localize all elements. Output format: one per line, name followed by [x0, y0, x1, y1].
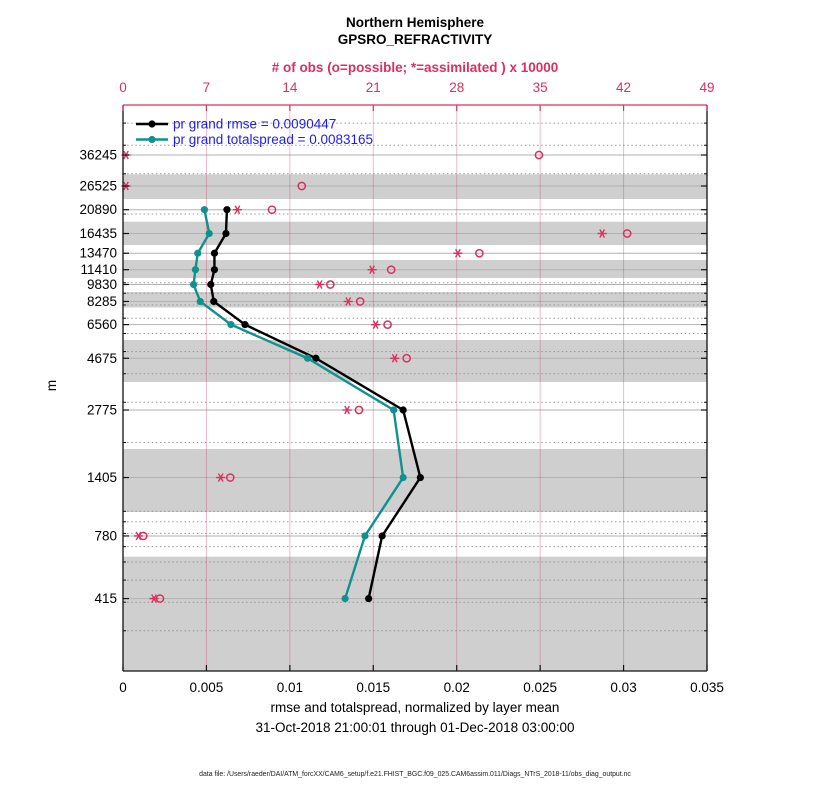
x-tick-label: 0.015 — [356, 680, 391, 695]
totalspread-point — [341, 595, 348, 602]
totalspread-point — [227, 321, 234, 328]
rmse-point — [210, 298, 217, 305]
top-tick-label: 7 — [202, 80, 211, 95]
top-tick-label: 21 — [365, 80, 381, 95]
y-tick-label: 8285 — [86, 293, 117, 309]
rmse-point — [207, 281, 214, 288]
rmse-point — [400, 406, 407, 413]
y-tick-label: 13470 — [79, 245, 117, 261]
shaded-layer-band — [123, 174, 707, 199]
rmse-point — [241, 321, 248, 328]
totalspread-point — [190, 281, 197, 288]
top-tick-label: 42 — [616, 80, 632, 95]
top-tick-label: 35 — [532, 80, 548, 95]
y-tick-label: 11410 — [80, 262, 117, 278]
rmse-point — [223, 206, 230, 213]
rmse-point — [222, 230, 229, 237]
chart-subtitle: GPSRO_REFRACTIVITY — [337, 32, 493, 47]
x-tick-label: 0.01 — [276, 680, 303, 695]
y-tick-label: 16435 — [79, 225, 117, 241]
rmse-point — [365, 595, 372, 602]
legend-totalspread-marker — [148, 136, 155, 143]
y-tick-label: 26525 — [79, 178, 117, 194]
totalspread-point — [201, 206, 208, 213]
chart-title: Northern Hemisphere — [345, 15, 485, 30]
top-tick-label: 28 — [449, 80, 465, 95]
rmse-point — [211, 250, 218, 257]
date-range-label: 31-Oct-2018 21:00:01 through 01-Dec-2018 03:00:00 — [255, 720, 575, 735]
rmse-point — [379, 532, 386, 539]
totalspread-point — [192, 266, 199, 273]
y-axis-label: m — [44, 379, 60, 392]
y-tick-label: 780 — [94, 528, 117, 544]
x-tick-label: 0.035 — [690, 680, 724, 695]
totalspread-point — [390, 406, 397, 413]
top-tick-label: 0 — [119, 80, 127, 95]
shaded-layer-band — [123, 557, 707, 671]
top-axis-label: # of obs (o=possible; *=assimilated ) x 10000 — [271, 60, 559, 75]
totalspread-point — [400, 474, 407, 481]
y-tick-label: 9830 — [86, 277, 117, 293]
y-tick-label: 1405 — [86, 470, 117, 486]
x-tick-label: 0 — [119, 680, 127, 695]
data-file-footer: data file: /Users/raeder/DAI/ATM_forcXX/CAM6_setup/f.e21.FHIST_BGC.f09_025.CAM6assim.011/Diags_NTrS_2018-11/obs_diag_output.nc — [199, 771, 631, 778]
legend-totalspread-label: pr grand totalspread = 0.0083165 — [173, 132, 374, 147]
rmse-point — [211, 266, 218, 273]
y-tick-label: 415 — [94, 591, 117, 607]
totalspread-point — [194, 250, 201, 257]
x-axis-label: rmse and totalspread, normalized by layer mean — [270, 700, 560, 715]
totalspread-point — [206, 230, 213, 237]
legend-rmse-label: pr grand rmse = 0.0090447 — [173, 116, 337, 132]
x-tick-label: 0.025 — [523, 680, 558, 695]
y-tick-label: 2775 — [86, 402, 117, 418]
y-tick-label: 6560 — [86, 317, 117, 333]
x-tick-label: 0.02 — [443, 680, 470, 695]
shaded-layer-band — [123, 260, 707, 278]
totalspread-point — [361, 532, 368, 539]
y-tick-label: 4675 — [86, 350, 117, 366]
x-tick-label: 0.005 — [189, 680, 224, 695]
legend-rmse-marker — [148, 120, 155, 127]
top-tick-label: 14 — [282, 80, 298, 95]
y-tick-label: 20890 — [79, 202, 117, 218]
shaded-layer-band — [123, 340, 707, 382]
totalspread-point — [304, 355, 311, 362]
y-tick-label: 36245 — [79, 147, 117, 163]
top-tick-label: 49 — [699, 80, 715, 95]
x-tick-label: 0.03 — [610, 680, 637, 695]
rmse-point — [417, 474, 424, 481]
totalspread-point — [197, 298, 204, 305]
